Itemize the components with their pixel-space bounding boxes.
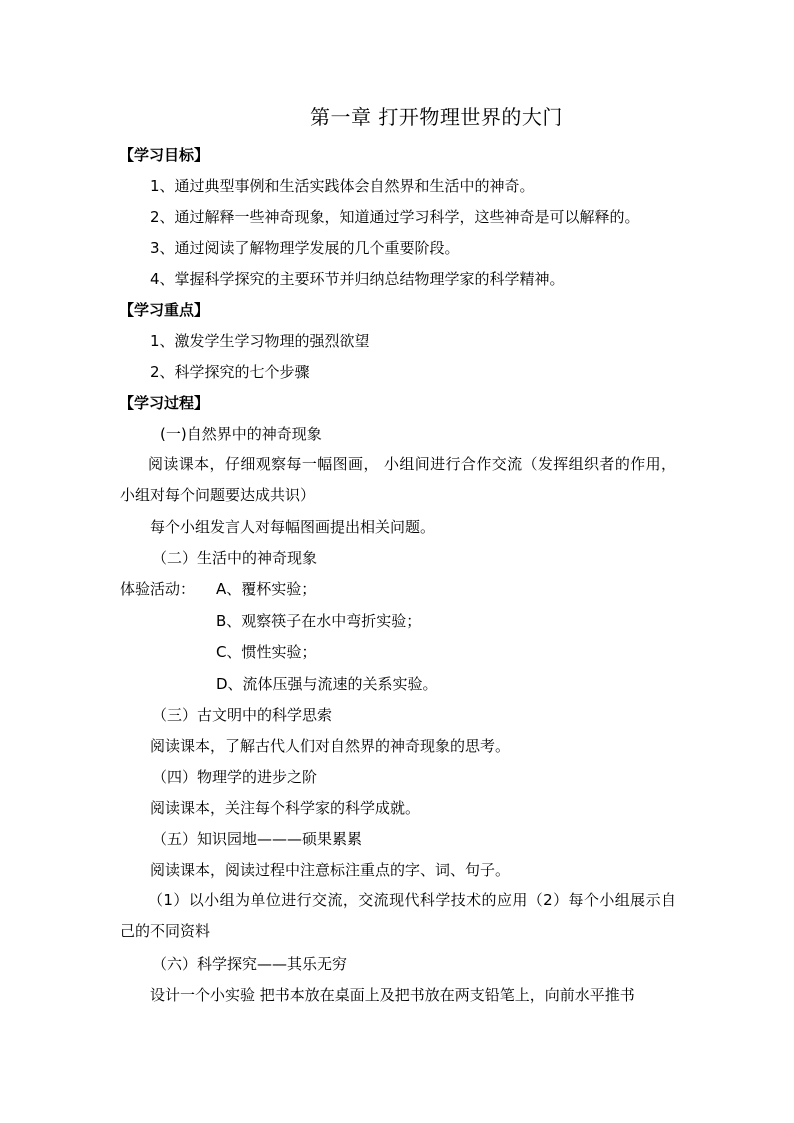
experiment-item: A、覆杯实验；: [216, 580, 317, 598]
part4-paragraph: 阅读课本，关注每个科学家的科学成就。: [150, 799, 421, 817]
part5-paragraph-2: （1）以小组为单位进行交流，交流现代科学技术的应用（2）每个小组展示自己的不同资料: [120, 891, 676, 940]
part4-title: （四）物理学的进步之阶: [152, 768, 318, 786]
experiment-item: C、惯性实验；: [216, 643, 317, 661]
part3-paragraph: 阅读课本，了解古代人们对自然界的神奇现象的思考。: [150, 737, 511, 755]
part5-title: （五）知识园地———硕果累累: [152, 830, 363, 848]
chapter-title: 第一章 打开物理世界的大门: [310, 105, 563, 129]
experiment-item: D、流体压强与流速的关系实验。: [216, 675, 438, 693]
experience-label: 体验活动：: [120, 580, 196, 598]
key-point-item: 1、激发学生学习物理的强烈欲望: [150, 332, 370, 350]
process-heading: 【学习过程】: [119, 394, 210, 412]
objective-item: 2、通过解释一些神奇现象，知道通过学习科学，这些神奇是可以解释的。: [150, 208, 640, 226]
objective-item: 1、通过典型事例和生活实践体会自然界和生活中的神奇。: [150, 177, 535, 195]
part6-paragraph: 设计一个小实验 把书本放在桌面上及把书放在两支铅笔上，向前水平推书: [150, 986, 635, 1004]
key-point-item: 2、科学探究的七个步骤: [150, 363, 310, 381]
key-points-heading: 【学习重点】: [119, 301, 210, 319]
objective-item: 3、通过阅读了解物理学发展的几个重要阶段。: [150, 239, 460, 257]
part1-paragraph-2: 每个小组发言人对每幅图画提出相关问题。: [150, 518, 436, 536]
part5-paragraph: 阅读课本，阅读过程中注意标注重点的字、词、句子。: [150, 861, 511, 879]
objectives-heading: 【学习目标】: [119, 146, 210, 164]
experiment-item: B、观察筷子在水中弯折实验；: [216, 612, 422, 630]
objective-item: 4、掌握科学探究的主要环节并归纳总结物理学家的科学精神。: [150, 270, 565, 288]
part6-title: （六）科学探究——其乐无穷: [152, 955, 348, 973]
part2-title: （二）生活中的神奇现象: [152, 549, 318, 567]
part1-paragraph: 阅读课本，仔细观察每一幅图画， 小组间进行合作交流（发挥组织者的作用，小组对每个问题要达成共识）: [120, 455, 676, 504]
part1-title: (一)自然界中的神奇现象: [160, 425, 322, 443]
part3-title: （三）古文明中的科学思索: [152, 706, 333, 724]
